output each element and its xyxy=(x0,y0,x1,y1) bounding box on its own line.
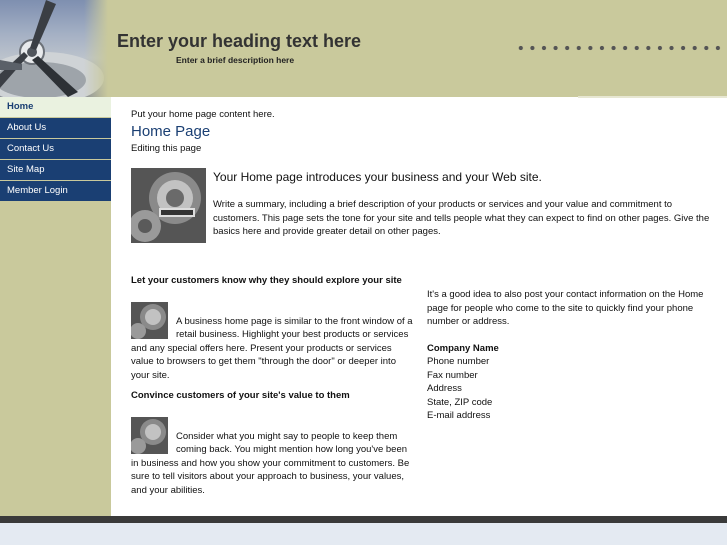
header-divider xyxy=(578,96,727,98)
state-zip: State, ZIP code xyxy=(427,396,493,408)
left-column xyxy=(131,274,415,497)
contact-intro: It's a good idea to also post your contact information on the Home page for people who come to the site to quickly find your phone number or address. xyxy=(427,289,704,327)
address: Address xyxy=(427,383,462,394)
intro-heading: Your Home page introduces your business and your Web site. xyxy=(213,170,542,184)
nav-item-home[interactable]: Home xyxy=(0,97,111,118)
right-column xyxy=(427,288,721,423)
section-explore-body: A business home page is similar to the front window of a retail business. Highlight your best products or services and any special offers here. Present your products or services value to browsers to get them "through the door" or deeper into your site. xyxy=(131,315,413,381)
site-description: Enter a brief description here xyxy=(176,55,295,65)
content-note: Put your home page content here. xyxy=(131,109,275,120)
airplane-propeller-photo xyxy=(0,0,108,97)
nav-item-contact-us[interactable]: Contact Us xyxy=(0,139,111,160)
phone-number: Phone number xyxy=(427,356,490,367)
section-value xyxy=(131,417,415,498)
section-explore xyxy=(131,302,415,383)
site-heading: Enter your heading text here xyxy=(117,31,362,51)
gear-thumbnail xyxy=(131,417,168,454)
nav-item-member-login[interactable]: Member Login xyxy=(0,181,111,202)
fax-number: Fax number xyxy=(427,369,478,381)
footer xyxy=(0,523,727,545)
header-banner xyxy=(0,0,727,97)
email-address: E-mail address xyxy=(427,410,491,421)
gear-clock-image xyxy=(131,168,206,243)
nav-item-site-map[interactable]: Site Map xyxy=(0,160,111,181)
contact-block xyxy=(427,342,721,423)
section-value-body: Consider what you might say to people to keep them coming back. You might mention how long you've been in business and how you show your commitment to customers. Be sure to tell visitors about your approach to business, your values, and your abilities. xyxy=(131,430,410,496)
page-title: Home Page xyxy=(131,123,211,140)
editing-note: Editing this page xyxy=(131,143,202,154)
section-explore-heading: Let your customers know why they should explore your site xyxy=(131,275,402,286)
footer-bar xyxy=(0,516,727,523)
nav-item-about-us[interactable]: About Us xyxy=(0,118,111,139)
decorative-dots xyxy=(515,44,727,52)
intro-body: Write a summary, including a brief description of your products or services and your value and commitment to customers. This page sets the tone for your site and tells people what they can expect to find on other pages. Give the basics here and provide greater detail on other pages. xyxy=(213,199,710,237)
sidebar-nav xyxy=(0,97,111,516)
section-value-heading: Convince customers of your site's value to them xyxy=(131,390,350,401)
company-name: Company Name xyxy=(427,342,499,354)
gear-thumbnail xyxy=(131,302,168,339)
